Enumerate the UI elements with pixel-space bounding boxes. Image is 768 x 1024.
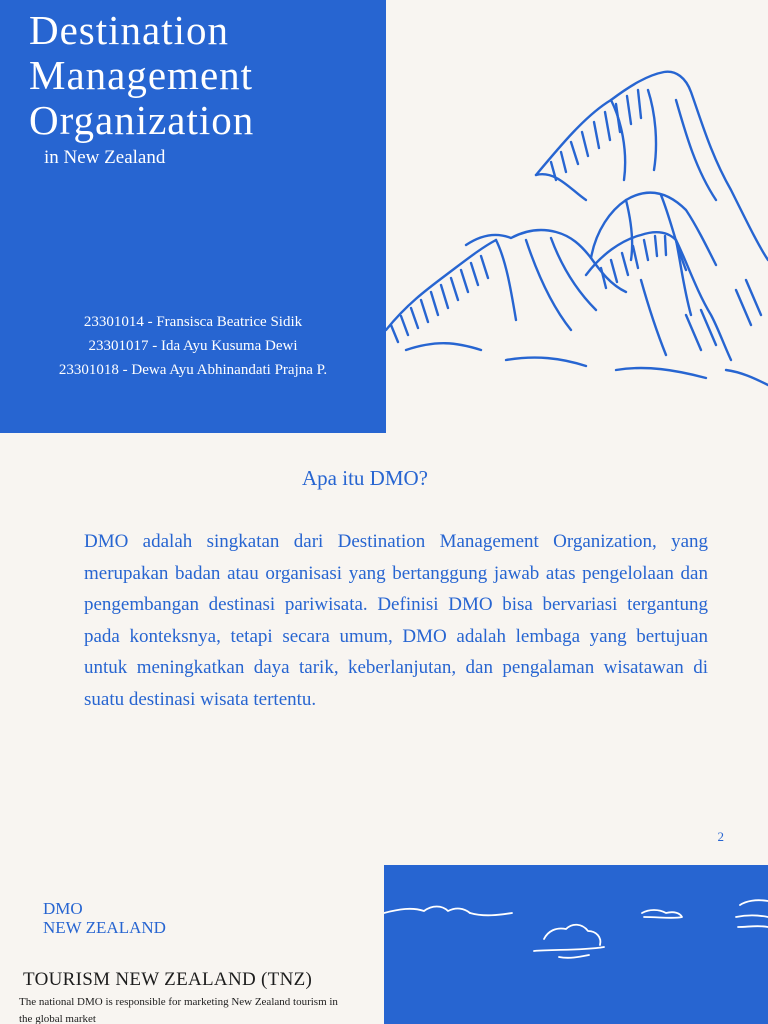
presentation-title: Destination Management Organization (29, 7, 255, 143)
dmo-label-line: DMO (43, 899, 83, 918)
sky-panel (384, 865, 768, 1024)
definition-slide (0, 433, 768, 865)
author-item: 23301018 - Dewa Ayu Abhinandati Prajna P. (58, 362, 328, 378)
title-slide (0, 0, 768, 433)
page-number: 2 (717, 829, 724, 844)
definition-paragraph: DMO adalah singkatan dari Destination Management Organization, yang merupakan badan atau organisasi yang bertanggung jawab atas pengelolaan dan pengembangan destinasi pariwisata. Definisi DMO bisa bervariasi tergantung pada konteksnya, tetapi secara umum, DMO adalah lembaga yang bertujuan untuk meningkatkan daya tarik, keberlanjutan, dan pengalaman wisatawan di suatu destinasi wisata tertentu. (84, 531, 708, 710)
mountain-sketch-icon (386, 60, 768, 400)
cloud-sketch-icon (384, 865, 768, 1024)
author-list (0, 310, 386, 382)
dmo-label (43, 899, 166, 937)
tnz-heading: TOURISM NEW ZEALAND (TNZ) (23, 969, 313, 990)
tnz-description: The national DMO is responsible for marketing New Zealand tourism in the global market (19, 996, 338, 1024)
author-item: 23301014 - Fransisca Beatrice Sidik (83, 314, 303, 330)
section-heading: Apa itu DMO? (302, 466, 428, 490)
presentation-subtitle: in New Zealand (44, 147, 166, 168)
tnz-slide (0, 865, 768, 1024)
dmo-label-line: NEW ZEALAND (43, 918, 166, 937)
author-item: 23301017 - Ida Ayu Kusuma Dewi (88, 338, 298, 354)
title-panel (0, 0, 386, 433)
